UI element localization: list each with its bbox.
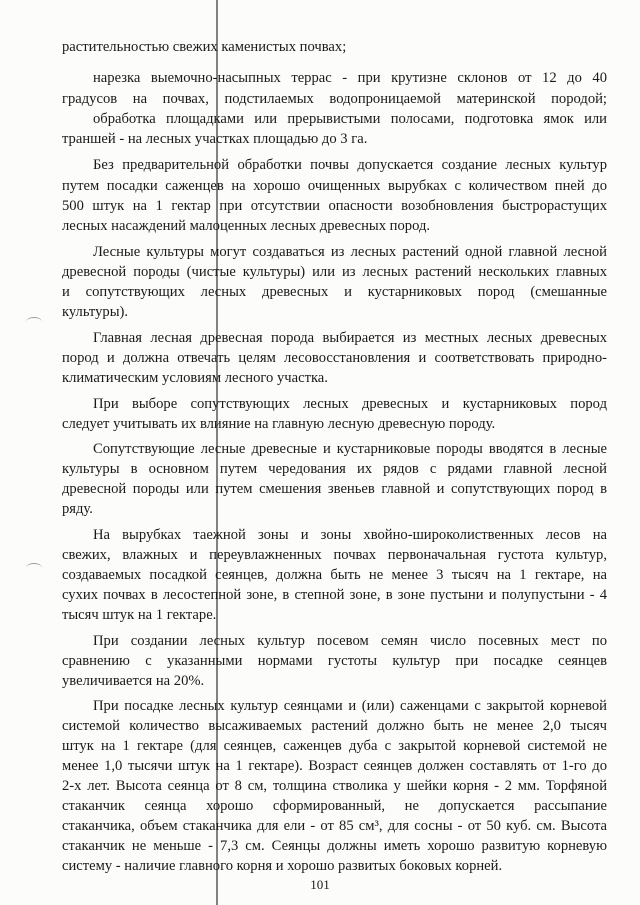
text-line: тысяч штук на 1 гектаре. bbox=[62, 607, 217, 623]
text-line: климатическим условиям лесного участка. bbox=[62, 370, 328, 386]
page-number: 101 bbox=[310, 877, 330, 892]
text-line: Сопутствующие лесные древесные и кустарниковые породы вводятся в лесные bbox=[93, 441, 607, 457]
text-line: и сопутствующих лесных древесных и кустарниковых пород (смешанные bbox=[62, 284, 607, 300]
text-line: стаканчик не меньше - 7,3 см. Сеянцы должны иметь хорошо развитую корневую bbox=[62, 838, 607, 854]
text-line: При посадке лесных культур сеянцами и (или) саженцами с закрытой корневой bbox=[93, 698, 607, 714]
punch-hole-mark bbox=[26, 317, 42, 327]
text-line: культуры). bbox=[62, 304, 129, 320]
text-line: На вырубках таежной зоны и зоны хвойно-широколиственных лесов на bbox=[93, 527, 607, 543]
text-line: сравнению с указанными нормами густоты культур при посадке сеянцев bbox=[62, 653, 607, 669]
text-line: Без предварительной обработки почвы допускается создание лесных культур bbox=[93, 157, 607, 173]
text-line: траншей - на лесных участках площадью до 3 га. bbox=[62, 131, 368, 147]
text-line: культуры в основном путем чередования их рядов с рядами главной лесной bbox=[62, 461, 607, 477]
text-line: систему - наличие главного корня и хорошо развитых боковых корней. bbox=[62, 858, 503, 874]
punch-hole-mark bbox=[26, 563, 42, 573]
text-line: штук на 1 гектаре (для сеянцев, саженцев дуба с закрытой корневой системой не bbox=[62, 738, 607, 754]
text-line: стаканчика, объем стаканчика для ели - от 85 см³, для сосны - от 50 куб. см. Высота bbox=[62, 818, 607, 834]
text-line: При выборе сопутствующих лесных древесных и кустарниковых пород bbox=[93, 396, 607, 412]
text-line: нарезка выемочно-насыпных террас - при крутизне склонов от 12 до 40 bbox=[93, 70, 607, 86]
text-line: менее 1,0 тысячи штук на 1 гектаре). Возраст сеянцев должен составлять от 1-го до bbox=[62, 758, 607, 774]
text-line: древесной породы (чистые культуры) или из лесных растений нескольких главных bbox=[62, 264, 607, 280]
text-line: увеличивается на 20%. bbox=[62, 673, 205, 689]
text-line: растительностью свежих каменистых почвах; bbox=[62, 39, 347, 55]
text-line: путем посадки саженцев на хорошо очищенных вырубках с количеством пней до bbox=[62, 178, 607, 194]
text-line: ряду. bbox=[62, 501, 93, 517]
text-line: Главная лесная древесная порода выбирается из местных лесных древесных bbox=[93, 330, 607, 346]
text-line: Лесные культуры могут создаваться из лесных растений одной главной лесной bbox=[93, 244, 607, 260]
text-line: обработка площадками или прерывистыми полосами, подготовка ямок или bbox=[93, 111, 607, 127]
text-line: свежих, влажных и переувлажненных почвах первоначальная густота культур, bbox=[62, 547, 607, 563]
text-line: пород и должна отвечать целям лесовосстановления и соответствовать природно- bbox=[62, 350, 607, 366]
text-line: стаканчик сеянца хорошо сформированный, не допускается рассыпание bbox=[62, 798, 607, 814]
text-line: При создании лесных культур посевом семян число посевных мест по bbox=[93, 633, 607, 649]
text-line: сухих почвах в лесостепной зоне, в степной зоне, в зоне пустыни и полупустыни - 4 bbox=[62, 587, 607, 603]
text-line: создаваемых посадкой сеянцев, должна быть не менее 3 тысяч на 1 гектаре, на bbox=[62, 567, 607, 583]
text-line: следует учитывать их влияние на главную лесную древесную породу. bbox=[62, 416, 496, 432]
text-line: лесных насаждений малоценных лесных древесных пород. bbox=[62, 218, 431, 234]
text-line: градусов на почвах, подстилаемых водопроницаемой материнской породой; bbox=[62, 91, 607, 107]
text-line: 500 штук на 1 гектар при отсутствии опасности возобновления быстрорастущих bbox=[62, 198, 607, 214]
text-line: системой количество высаживаемых растений должно быть не менее 2,0 тысяч bbox=[62, 718, 607, 734]
text-line: древесной породы или путем смешения звеньев главной и сопутствующих пород в bbox=[62, 481, 607, 497]
text-line: 2-х лет. Высота сеянца от 8 см, толщина стволика у шейки корня - 2 мм. Торфяной bbox=[62, 778, 607, 794]
